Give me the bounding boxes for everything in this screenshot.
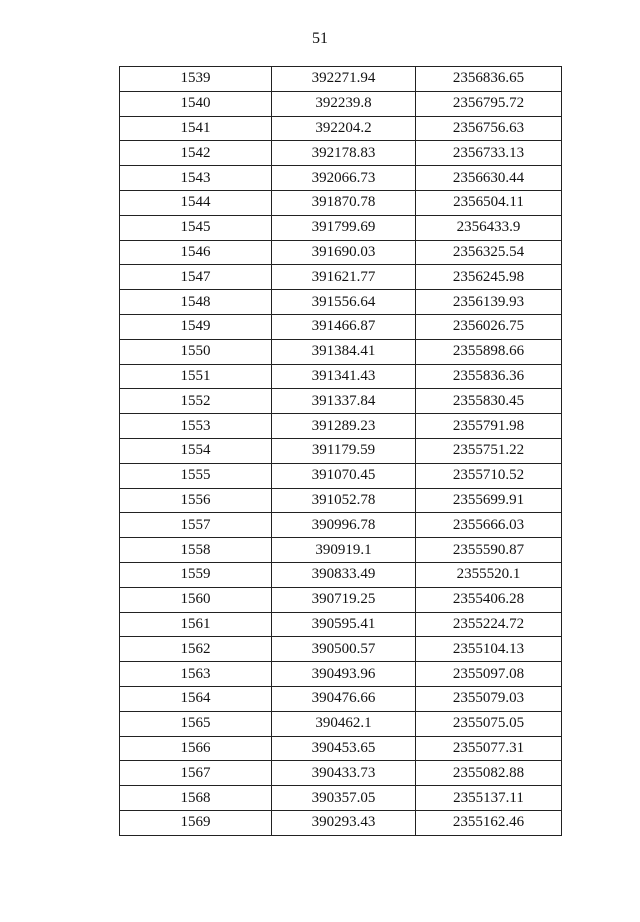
x-coordinate-cell: 390996.78 (272, 513, 416, 538)
x-coordinate-cell: 391556.64 (272, 290, 416, 315)
point-id-cell: 1559 (120, 562, 272, 587)
x-coordinate-cell: 390357.05 (272, 786, 416, 811)
table-row (120, 290, 562, 315)
x-coordinate-cell: 391621.77 (272, 265, 416, 290)
point-id-cell: 1545 (120, 215, 272, 240)
point-id-cell: 1540 (120, 91, 272, 116)
point-id-cell: 1567 (120, 761, 272, 786)
point-id-cell: 1557 (120, 513, 272, 538)
table-row (120, 686, 562, 711)
x-coordinate-cell: 390293.43 (272, 810, 416, 835)
y-coordinate-cell: 2356836.65 (416, 67, 562, 92)
x-coordinate-cell: 391799.69 (272, 215, 416, 240)
x-coordinate-cell: 391870.78 (272, 190, 416, 215)
x-coordinate-cell: 390719.25 (272, 587, 416, 612)
x-coordinate-cell: 392239.8 (272, 91, 416, 116)
y-coordinate-cell: 2355224.72 (416, 612, 562, 637)
x-coordinate-cell: 390833.49 (272, 562, 416, 587)
y-coordinate-cell: 2355710.52 (416, 463, 562, 488)
x-coordinate-cell: 392204.2 (272, 116, 416, 141)
point-id-cell: 1564 (120, 686, 272, 711)
y-coordinate-cell: 2356504.11 (416, 190, 562, 215)
point-id-cell: 1565 (120, 711, 272, 736)
x-coordinate-cell: 390453.65 (272, 736, 416, 761)
table-row (120, 612, 562, 637)
y-coordinate-cell: 2355104.13 (416, 637, 562, 662)
table-row (120, 488, 562, 513)
point-id-cell: 1554 (120, 438, 272, 463)
table-row (120, 116, 562, 141)
table-row (120, 810, 562, 835)
point-id-cell: 1556 (120, 488, 272, 513)
table-row (120, 637, 562, 662)
point-id-cell: 1551 (120, 364, 272, 389)
point-id-cell: 1544 (120, 190, 272, 215)
x-coordinate-cell: 391690.03 (272, 240, 416, 265)
y-coordinate-cell: 2356245.98 (416, 265, 562, 290)
y-coordinate-cell: 2355162.46 (416, 810, 562, 835)
table-row (120, 662, 562, 687)
table-row (120, 364, 562, 389)
y-coordinate-cell: 2355082.88 (416, 761, 562, 786)
y-coordinate-cell: 2355699.91 (416, 488, 562, 513)
y-coordinate-cell: 2355520.1 (416, 562, 562, 587)
page-number: 51 (312, 30, 328, 47)
table-row (120, 265, 562, 290)
point-id-cell: 1548 (120, 290, 272, 315)
table-row (120, 91, 562, 116)
y-coordinate-cell: 2356733.13 (416, 141, 562, 166)
table-row (120, 215, 562, 240)
table-row (120, 438, 562, 463)
y-coordinate-cell: 2356139.93 (416, 290, 562, 315)
x-coordinate-cell: 390433.73 (272, 761, 416, 786)
x-coordinate-cell: 391052.78 (272, 488, 416, 513)
y-coordinate-cell: 2355751.22 (416, 438, 562, 463)
x-coordinate-cell: 391384.41 (272, 339, 416, 364)
point-id-cell: 1566 (120, 736, 272, 761)
table-row (120, 513, 562, 538)
y-coordinate-cell: 2356325.54 (416, 240, 562, 265)
y-coordinate-cell: 2355097.08 (416, 662, 562, 687)
table-row (120, 538, 562, 563)
point-id-cell: 1563 (120, 662, 272, 687)
point-id-cell: 1560 (120, 587, 272, 612)
x-coordinate-cell: 391341.43 (272, 364, 416, 389)
table-row (120, 414, 562, 439)
point-id-cell: 1568 (120, 786, 272, 811)
x-coordinate-cell: 392178.83 (272, 141, 416, 166)
table-row (120, 67, 562, 92)
x-coordinate-cell: 391070.45 (272, 463, 416, 488)
x-coordinate-cell: 390919.1 (272, 538, 416, 563)
table-row (120, 562, 562, 587)
table-row (120, 587, 562, 612)
y-coordinate-cell: 2355137.11 (416, 786, 562, 811)
point-id-cell: 1547 (120, 265, 272, 290)
y-coordinate-cell: 2356630.44 (416, 166, 562, 191)
x-coordinate-cell: 390476.66 (272, 686, 416, 711)
point-id-cell: 1539 (120, 67, 272, 92)
y-coordinate-cell: 2355791.98 (416, 414, 562, 439)
point-id-cell: 1561 (120, 612, 272, 637)
table-row (120, 711, 562, 736)
point-id-cell: 1553 (120, 414, 272, 439)
x-coordinate-cell: 390493.96 (272, 662, 416, 687)
y-coordinate-cell: 2355590.87 (416, 538, 562, 563)
table-row (120, 761, 562, 786)
table-row (120, 141, 562, 166)
point-id-cell: 1543 (120, 166, 272, 191)
point-id-cell: 1541 (120, 116, 272, 141)
coordinate-table-body (120, 67, 562, 836)
y-coordinate-cell: 2355830.45 (416, 389, 562, 414)
coordinate-table (119, 66, 562, 836)
y-coordinate-cell: 2356433.9 (416, 215, 562, 240)
point-id-cell: 1569 (120, 810, 272, 835)
point-id-cell: 1562 (120, 637, 272, 662)
table-row (120, 314, 562, 339)
table-row (120, 190, 562, 215)
x-coordinate-cell: 390500.57 (272, 637, 416, 662)
table-row (120, 389, 562, 414)
point-id-cell: 1546 (120, 240, 272, 265)
y-coordinate-cell: 2355406.28 (416, 587, 562, 612)
table-row (120, 786, 562, 811)
point-id-cell: 1552 (120, 389, 272, 414)
table-row (120, 463, 562, 488)
x-coordinate-cell: 392271.94 (272, 67, 416, 92)
point-id-cell: 1549 (120, 314, 272, 339)
table-row (120, 166, 562, 191)
x-coordinate-cell: 391337.84 (272, 389, 416, 414)
point-id-cell: 1555 (120, 463, 272, 488)
x-coordinate-cell: 391289.23 (272, 414, 416, 439)
x-coordinate-cell: 392066.73 (272, 166, 416, 191)
point-id-cell: 1558 (120, 538, 272, 563)
point-id-cell: 1542 (120, 141, 272, 166)
y-coordinate-cell: 2355075.05 (416, 711, 562, 736)
y-coordinate-cell: 2355666.03 (416, 513, 562, 538)
point-id-cell: 1550 (120, 339, 272, 364)
y-coordinate-cell: 2355898.66 (416, 339, 562, 364)
y-coordinate-cell: 2355836.36 (416, 364, 562, 389)
y-coordinate-cell: 2356026.75 (416, 314, 562, 339)
table-row (120, 736, 562, 761)
y-coordinate-cell: 2356756.63 (416, 116, 562, 141)
y-coordinate-cell: 2355079.03 (416, 686, 562, 711)
table-row (120, 339, 562, 364)
table-row (120, 240, 562, 265)
x-coordinate-cell: 391179.59 (272, 438, 416, 463)
x-coordinate-cell: 390595.41 (272, 612, 416, 637)
x-coordinate-cell: 391466.87 (272, 314, 416, 339)
x-coordinate-cell: 390462.1 (272, 711, 416, 736)
y-coordinate-cell: 2355077.31 (416, 736, 562, 761)
y-coordinate-cell: 2356795.72 (416, 91, 562, 116)
